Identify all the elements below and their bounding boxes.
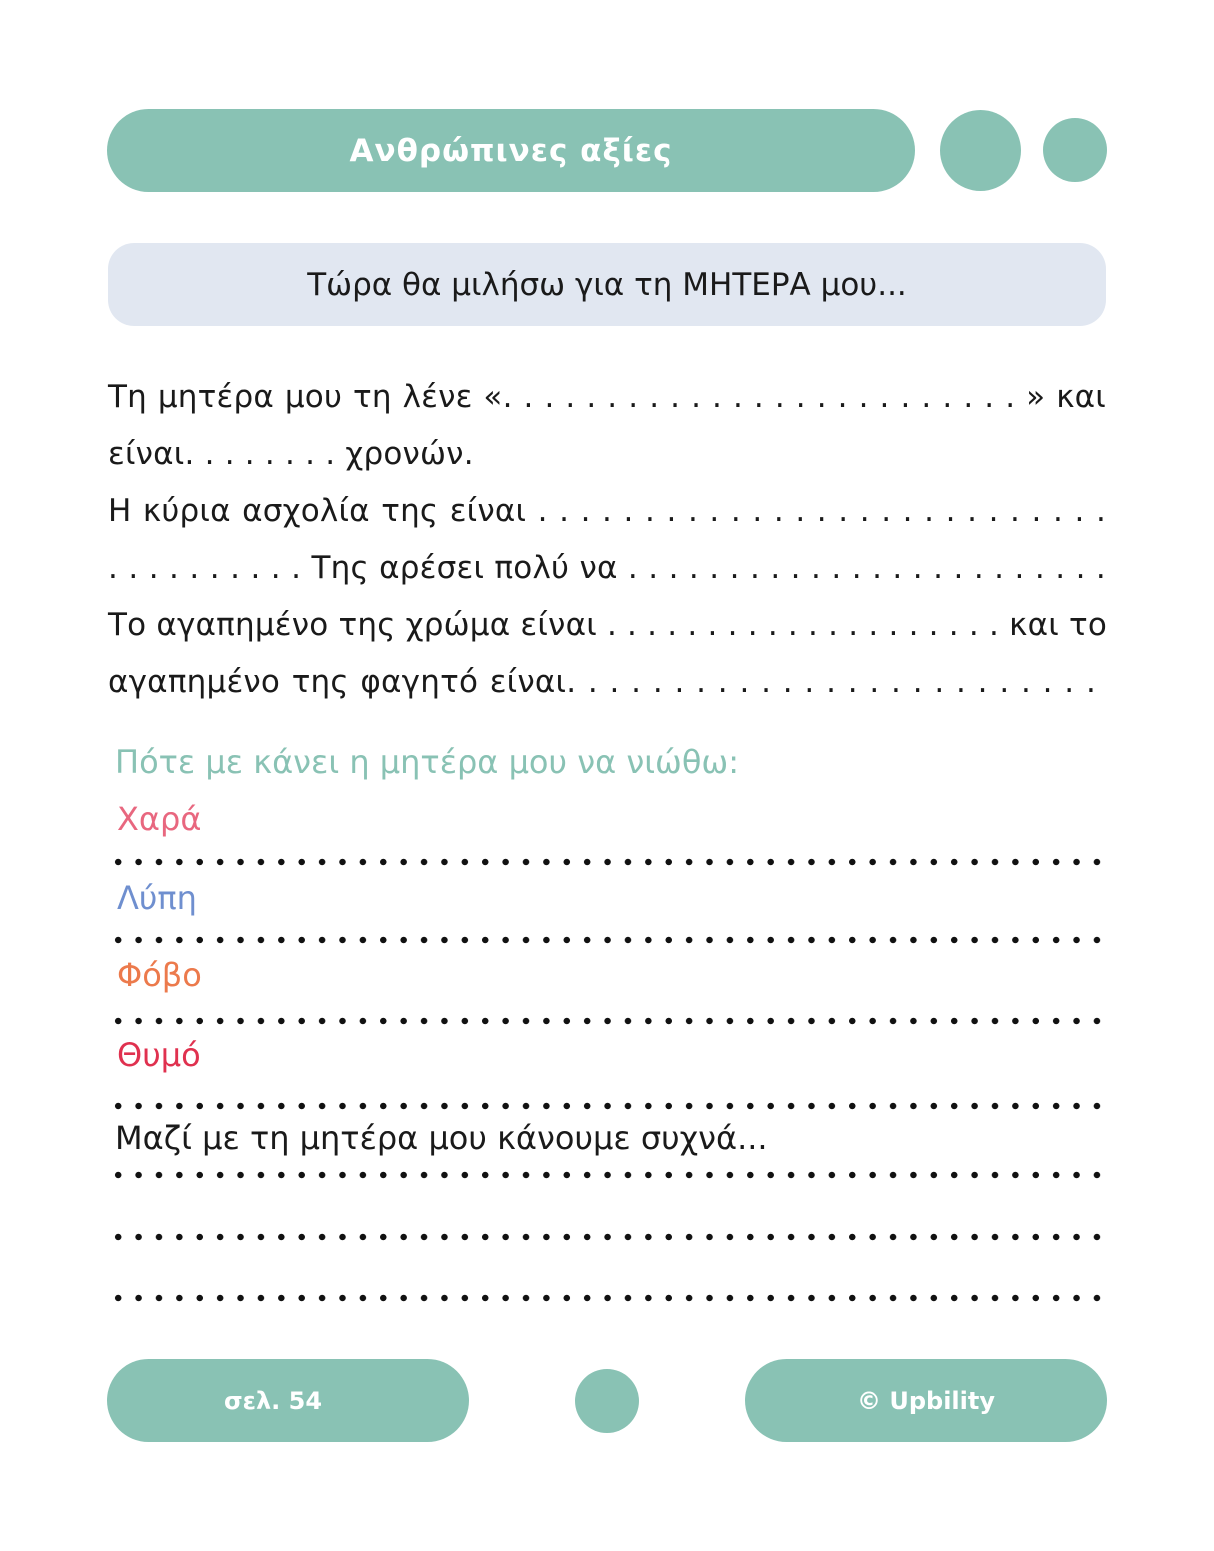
header-title-pill	[107, 109, 915, 192]
footer-page-pill	[107, 1359, 469, 1442]
section-subtitle: Τώρα θα μιλήσω για τη ΜΗΤΕΡΑ μου...	[108, 243, 1106, 326]
answer-line-anger[interactable]	[108, 1102, 1108, 1110]
footer-decorative-circle	[575, 1369, 639, 1433]
fill-in-line-likes[interactable]: . . . . . . . . . . Της αρέσει πολύ να . . . . . . . . . . . . . . . . . . . . . . . .	[108, 550, 1106, 586]
fill-in-line-age[interactable]: είναι. . . . . . . . χρονών.	[108, 436, 474, 472]
fill-in-line-color[interactable]: Το αγαπημένο της χρώμα είναι . . . . . . . . . . . . . . . . . . . . και το	[108, 607, 1107, 643]
answer-line-together-1[interactable]	[108, 1171, 1108, 1179]
feeling-joy-label: Χαρά	[117, 800, 202, 838]
feeling-anger-label: Θυμό	[117, 1036, 201, 1074]
page-number: σελ. 54	[223, 1386, 323, 1415]
header-title: Ανθρώπινες αξίες	[349, 132, 673, 169]
feelings-heading: Πότε με κάνει η μητέρα μου να νιώθω:	[115, 743, 739, 781]
together-prompt: Μαζί με τη μητέρα μου κάνουμε συχνά...	[115, 1119, 768, 1157]
feeling-sadness-label: Λύπη	[117, 879, 197, 917]
decorative-circle-large	[940, 110, 1021, 191]
answer-line-fear[interactable]	[108, 1017, 1108, 1025]
copyright-text: © Upbility	[857, 1386, 995, 1415]
fill-in-line-food[interactable]: αγαπημένο της φαγητό είναι. . . . . . . . . . . . . . . . . . . . . . . . .	[108, 664, 1096, 700]
fill-in-line-name[interactable]: Τη μητέρα μου τη λένε «. . . . . . . . . . . . . . . . . . . . . . . . . » και	[108, 379, 1106, 415]
fill-in-line-occupation[interactable]: Η κύρια ασχολία της είναι . . . . . . . . . . . . . . . . . . . . . . . . . . .	[108, 493, 1106, 529]
answer-line-together-3[interactable]	[108, 1294, 1108, 1302]
answer-line-joy[interactable]	[108, 858, 1108, 866]
decorative-circle-small	[1043, 118, 1107, 182]
footer-copyright-pill	[745, 1359, 1107, 1442]
answer-line-together-2[interactable]	[108, 1233, 1108, 1241]
feeling-fear-label: Φόβο	[117, 956, 202, 994]
answer-line-sadness[interactable]	[108, 936, 1108, 944]
